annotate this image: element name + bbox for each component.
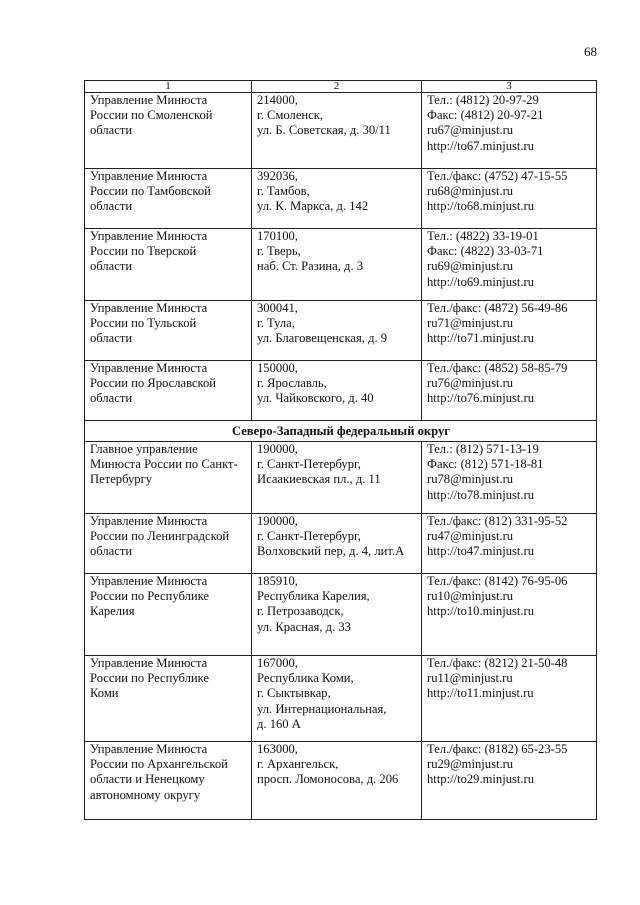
organization-line: Петербургу	[90, 472, 153, 487]
organization-line: России по Республике	[90, 671, 210, 686]
contacts-line: Тел./факс: (8212) 21-50-48	[427, 656, 568, 670]
contacts-line: Тел./факс: (812) 331-95-52	[427, 514, 568, 528]
address-line: г. Смоленск,	[257, 108, 324, 123]
organization-line: области	[90, 123, 133, 138]
organization-line: Управление Минюста	[90, 514, 208, 528]
organization-line: Управление Минюста	[90, 361, 208, 375]
organization-line: России по Республике	[90, 589, 210, 604]
address-cell	[252, 301, 422, 361]
contacts-line: Тел.: (4822) 33-19-01	[427, 229, 539, 243]
contacts-line: Факс: (812) 571-18-81	[427, 457, 544, 472]
organization-cell	[85, 442, 252, 514]
organization-line: России по Ленинградской	[90, 529, 230, 544]
address-line: просп. Ломоносова, д. 206	[257, 772, 399, 787]
contacts-cell	[422, 301, 597, 361]
table-body-section	[85, 421, 597, 442]
organization-line: Управление Минюста	[90, 229, 208, 243]
organization-line: Управление Минюста	[90, 656, 208, 670]
organization-cell	[85, 574, 252, 656]
address-line: наб. Ст. Разина, д. 3	[257, 259, 364, 274]
organization-line: Карелия	[90, 604, 135, 619]
table-row	[85, 301, 597, 361]
contacts-cell	[422, 442, 597, 514]
organization-cell	[85, 656, 252, 742]
table-row	[85, 574, 597, 656]
contacts-line: Факс: (4812) 20-97-21	[427, 108, 544, 123]
contacts-cell	[422, 656, 597, 742]
contacts-line: Тел./факс: (4852) 58-85-79	[427, 361, 568, 375]
organization-cell	[85, 742, 252, 820]
contacts-line: http://to29.minjust.ru	[427, 772, 535, 787]
organization-line: Управление Минюста	[90, 301, 208, 315]
address-line: ул. Б. Советская, д. 30/11	[257, 123, 391, 138]
organization-line: России по Смоленской	[90, 108, 213, 123]
contacts-line: http://to76.minjust.ru	[427, 391, 535, 406]
address-line: ул. Интернациональная,	[257, 701, 387, 716]
address-cell	[252, 169, 422, 229]
address-line: 185910,	[257, 574, 298, 588]
address-line: 300041,	[257, 301, 298, 315]
address-line: 190000,	[257, 514, 298, 528]
organization-cell	[85, 93, 252, 169]
organization-line: области и Ненецкому	[90, 772, 205, 787]
address-line: Исаакиевская пл., д. 11	[257, 472, 381, 487]
column-number-row	[85, 81, 597, 93]
address-line: Республика Карелия,	[257, 589, 370, 604]
table-row	[85, 656, 597, 742]
contacts-line: Тел.: (812) 571-13-19	[427, 442, 539, 456]
address-line: г. Архангельск,	[257, 757, 339, 772]
table-row	[85, 93, 597, 169]
organization-line: области	[90, 331, 133, 346]
contacts-line: Тел./факс: (8142) 76-95-06	[427, 574, 568, 588]
address-cell	[252, 742, 422, 820]
organization-cell	[85, 514, 252, 574]
organization-line: Управление Минюста	[90, 93, 208, 107]
contacts-cell	[422, 93, 597, 169]
contacts-line: ru67@minjust.ru	[427, 123, 514, 138]
organization-line: Управление Минюста	[90, 574, 208, 588]
table-row	[85, 742, 597, 820]
contacts-line: http://to47.minjust.ru	[427, 544, 535, 559]
contacts-line: ru47@minjust.ru	[427, 529, 514, 544]
address-line: г. Тула,	[257, 316, 295, 331]
contacts-line: http://to11.minjust.ru	[427, 686, 534, 701]
section-title: Северо-Западный федеральный округ	[85, 421, 597, 442]
organization-line: области	[90, 544, 133, 559]
table-row	[85, 361, 597, 421]
address-line: ул. К. Маркса, д. 142	[257, 199, 369, 214]
organization-line: Управление Минюста	[90, 169, 208, 183]
address-line: 392036,	[257, 169, 298, 183]
address-line: г. Тверь,	[257, 244, 301, 259]
organization-line: России по Ярославской	[90, 376, 217, 391]
address-line: ул. Благовещенская, д. 9	[257, 331, 388, 346]
contacts-cell	[422, 514, 597, 574]
table-body-northwest	[85, 442, 597, 820]
organization-line: России по Архангельской	[90, 757, 228, 772]
contacts-line: Тел./факс: (8182) 65-23-55	[427, 742, 568, 756]
table-row	[85, 229, 597, 301]
organization-line: России по Тамбовской	[90, 184, 211, 199]
contacts-cell	[422, 169, 597, 229]
contacts-line: http://to71.minjust.ru	[427, 331, 535, 346]
contacts-line: ru29@minjust.ru	[427, 757, 514, 772]
organization-cell	[85, 301, 252, 361]
organization-line: автономному округу	[90, 787, 201, 802]
contacts-line: ru68@minjust.ru	[427, 184, 514, 199]
table-body-central	[85, 93, 597, 421]
address-line: г. Сыктывкар,	[257, 686, 331, 701]
table-row	[85, 169, 597, 229]
organization-line: Коми	[90, 686, 119, 701]
organization-cell	[85, 229, 252, 301]
address-line: ул. Красная, д. 33	[257, 619, 351, 634]
section-row	[85, 421, 597, 442]
address-cell	[252, 361, 422, 421]
contacts-line: ru11@minjust.ru	[427, 671, 513, 686]
contacts-cell	[422, 229, 597, 301]
contacts-line: Факс: (4822) 33-03-71	[427, 244, 544, 259]
column-number-3: 3	[422, 81, 597, 93]
contacts-cell	[422, 574, 597, 656]
address-cell	[252, 229, 422, 301]
address-cell	[252, 656, 422, 742]
contacts-line: ru76@minjust.ru	[427, 376, 514, 391]
address-line: 167000,	[257, 656, 298, 670]
organization-cell	[85, 361, 252, 421]
address-line: Республика Коми,	[257, 671, 354, 686]
organization-line: России по Тульской	[90, 316, 197, 331]
organization-line: Минюста России по Санкт-	[90, 457, 238, 472]
organization-cell	[85, 169, 252, 229]
directory-table	[84, 80, 597, 820]
address-line: 170100,	[257, 229, 298, 243]
address-line: ул. Чайковского, д. 40	[257, 391, 374, 406]
address-line: 163000,	[257, 742, 298, 756]
contacts-line: ru78@minjust.ru	[427, 472, 514, 487]
organization-line: области	[90, 199, 133, 214]
contacts-line: Тел./факс: (4752) 47-15-55	[427, 169, 568, 183]
contacts-line: ru10@minjust.ru	[427, 589, 514, 604]
address-line: г. Тамбов,	[257, 184, 310, 199]
organization-line: области	[90, 391, 133, 406]
contacts-line: Тел.: (4812) 20-97-29	[427, 93, 539, 107]
contacts-line: http://to67.minjust.ru	[427, 138, 535, 153]
contacts-line: ru71@minjust.ru	[427, 316, 514, 331]
column-number-1: 1	[85, 81, 252, 93]
contacts-line: http://to78.minjust.ru	[427, 487, 535, 502]
table-row	[85, 514, 597, 574]
address-cell	[252, 93, 422, 169]
address-line: 150000,	[257, 361, 298, 375]
organization-line: Главное управление	[90, 442, 198, 456]
address-line: 190000,	[257, 442, 298, 456]
address-line: Волховский пер, д. 4, лит.А	[257, 544, 405, 559]
address-line: 214000,	[257, 93, 298, 107]
contacts-line: http://to10.minjust.ru	[427, 604, 535, 619]
organization-line: области	[90, 259, 133, 274]
address-line: г. Петрозаводск,	[257, 604, 344, 619]
address-line: д. 160 А	[257, 716, 301, 731]
contacts-cell	[422, 742, 597, 820]
organization-line: России по Тверской	[90, 244, 197, 259]
address-line: г. Санкт-Петербург,	[257, 457, 361, 472]
contacts-line: ru69@minjust.ru	[427, 259, 514, 274]
contacts-cell	[422, 361, 597, 421]
address-cell	[252, 574, 422, 656]
organization-line: Управление Минюста	[90, 742, 208, 756]
address-line: г. Ярославль,	[257, 376, 327, 391]
contacts-line: http://to69.minjust.ru	[427, 274, 535, 289]
page-number: 68	[584, 44, 597, 59]
column-number-2: 2	[252, 81, 422, 93]
table-row	[85, 442, 597, 514]
address-line: г. Санкт-Петербург,	[257, 529, 361, 544]
address-cell	[252, 514, 422, 574]
address-cell	[252, 442, 422, 514]
contacts-line: Тел./факс: (4872) 56-49-86	[427, 301, 568, 315]
contacts-line: http://to68.minjust.ru	[427, 199, 535, 214]
